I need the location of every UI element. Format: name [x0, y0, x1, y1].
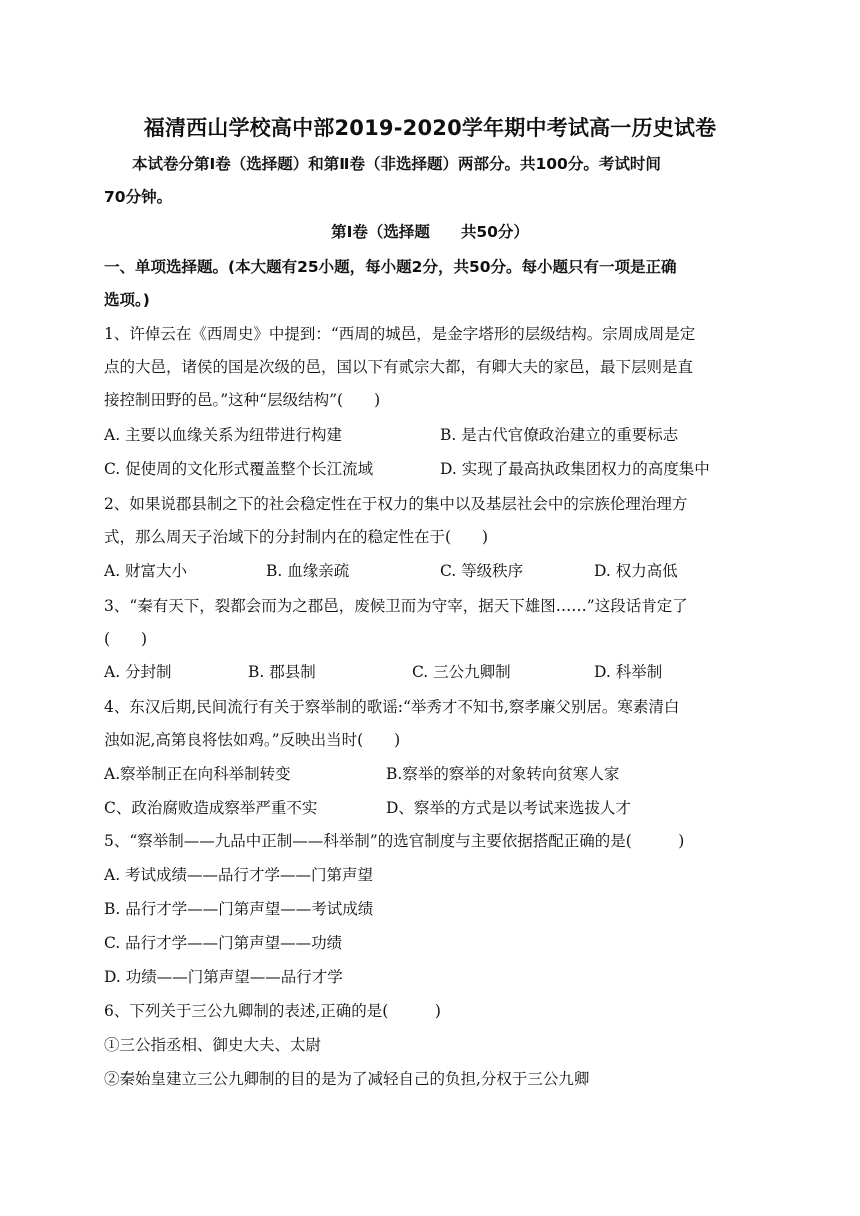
question-1-option-c: C. 促使周的文化形式覆盖整个长江流域 — [104, 460, 374, 478]
exam-intro-line2: 70分钟。 — [104, 188, 173, 206]
section-heading: 第Ⅰ卷（选择题 共50分） — [331, 223, 529, 241]
question-5-option-a: A. 考试成绩——品行才学——门第声望 — [104, 866, 374, 884]
question-3-stem-line2: ( ) — [104, 630, 148, 648]
question-4-option-c: C、政治腐败造成察举严重不实 — [104, 799, 318, 817]
question-6-statement-2: ②秦始皇建立三公九卿制的目的是为了减轻自己的负担,分权于三公九卿 — [104, 1070, 590, 1088]
question-2-option-d: D. 权力高低 — [594, 562, 678, 580]
question-6-statement-1: ①三公指丞相、御史大夫、太尉 — [104, 1036, 322, 1054]
question-3-option-c: C. 三公九卿制 — [412, 663, 511, 681]
question-2-stem-line1: 2、如果说郡县制之下的社会稳定性在于权力的集中以及基层社会中的宗族伦理治理方 — [104, 495, 688, 513]
question-4-option-d: D、察举的方式是以考试来选拔人才 — [386, 799, 631, 817]
question-1-stem-line2: 点的大邑，诸侯的国是次级的邑，国以下有贰宗大都，有卿大夫的家邑，最下层则是直 — [104, 358, 694, 376]
question-3-stem-line1: 3、“秦有天下，裂都会而为之郡邑，废候卫而为守宰，据天下雄图……”这段话肯定了 — [104, 597, 688, 615]
question-5-option-c: C. 品行才学——门第声望——功绩 — [104, 934, 343, 952]
question-4-stem-line1: 4、东汉后期,民间流行有关于察举制的歌谣:“举秀才不知书,察孝廉父别居。寒素清白 — [104, 698, 680, 716]
question-2-option-b: B. 血缘亲疏 — [266, 562, 350, 580]
question-4-option-a: A.察举制正在向科举制转变 — [104, 765, 291, 783]
question-1-option-a: A. 主要以血缘关系为纽带进行构建 — [104, 426, 343, 444]
question-5-option-d: D. 功绩——门第声望——品行才学 — [104, 968, 343, 986]
exam-intro-line1: 本试卷分第Ⅰ卷（选择题）和第Ⅱ卷（非选择题）两部分。共100分。考试时间 — [132, 155, 661, 173]
instructions-line1: 一、单项选择题。(本大题有25小题，每小题2分，共50分。每小题只有一项是正确 — [104, 258, 677, 276]
question-5-stem-line1: 5、“察举制——九品中正制——科举制”的选官制度与主要依据搭配正确的是( ) — [104, 832, 685, 850]
question-6-stem-line1: 6、下列关于三公九卿制的表述,正确的是( ) — [104, 1002, 441, 1020]
question-4-option-b: B.察举的察举的对象转向贫寒人家 — [386, 765, 620, 783]
question-3-option-b: B. 郡县制 — [248, 663, 316, 681]
instructions-line2: 选项。) — [104, 291, 150, 309]
question-2-option-c: C. 等级秩序 — [440, 562, 524, 580]
question-3-option-d: D. 科举制 — [594, 663, 663, 681]
exam-title: 福清西山学校高中部2019-2020学年期中考试高一历史试卷 — [143, 116, 717, 140]
question-2-option-a: A. 财富大小 — [104, 562, 188, 580]
question-4-stem-line2: 浊如泥,高第良将怯如鸡。”反映出当时( ) — [104, 731, 401, 749]
question-3-option-a: A. 分封制 — [104, 663, 172, 681]
question-1-stem-line1: 1、许倬云在《西周史》中提到：“西周的城邑，是金字塔形的层级结构。宗周成周是定 — [104, 325, 696, 343]
question-1-option-b: B. 是古代官僚政治建立的重要标志 — [440, 426, 679, 444]
question-1-option-d: D. 实现了最高执政集团权力的高度集中 — [440, 460, 710, 478]
question-1-stem-line3: 接控制田野的邑。”这种“层级结构”( ) — [104, 391, 381, 409]
question-5-option-b: B. 品行才学——门第声望——考试成绩 — [104, 900, 374, 918]
question-2-stem-line2: 式，那么周天子治域下的分封制内在的稳定性在于( ) — [104, 528, 489, 546]
